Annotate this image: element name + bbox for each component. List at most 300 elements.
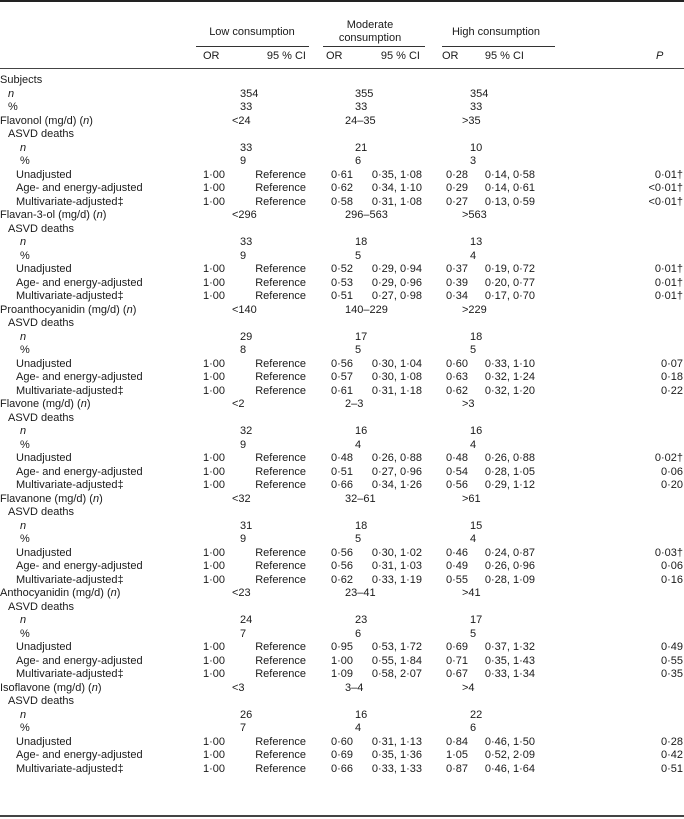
range-high: >563 — [462, 209, 487, 221]
subjects-pct-label: % — [8, 101, 18, 113]
section-name: Flavonol (mg/d) — [0, 114, 80, 127]
col-ci-moderate: 95 % CI — [380, 50, 420, 62]
n-symbol: n — [91, 681, 98, 694]
age-label: Age- and energy-adjusted — [16, 276, 143, 289]
ci-moderate: 0·35, 1·08 — [371, 168, 422, 181]
section-name: Flavan-3-ol (mg/d) — [0, 209, 93, 221]
or-high: 0·49 — [446, 560, 469, 572]
deaths-pct-row — [0, 344, 684, 358]
header-low-consumption: Low consumption — [209, 26, 295, 38]
ci-high: 0·52, 2·09 — [484, 749, 535, 761]
or-moderate: 0·61 — [331, 168, 354, 181]
ci-low: Reference — [255, 182, 306, 194]
range-low: <3 — [232, 681, 245, 694]
asvd-deaths-row — [0, 317, 684, 331]
deaths-pct-low: 8 — [240, 344, 247, 356]
or-low: 1·00 — [203, 735, 226, 748]
deaths-n-label: n — [20, 614, 27, 626]
p-value: 0·06 — [660, 560, 683, 572]
or-high: 0·67 — [446, 668, 469, 680]
ci-low: Reference — [255, 735, 306, 748]
n-symbol: n — [126, 303, 133, 316]
unadj-row — [0, 169, 684, 183]
ci-high: 0·32, 1·24 — [484, 371, 535, 383]
age-row — [0, 560, 684, 574]
deaths-n-moderate: 18 — [355, 236, 368, 248]
deaths-n-high: 17 — [470, 614, 483, 626]
p-value: 0·18 — [660, 371, 683, 383]
asvd-deaths-row — [0, 412, 684, 426]
ci-moderate: 0·35, 1·36 — [371, 749, 422, 761]
section-title-row — [0, 587, 684, 601]
ci-moderate: 0·29, 0·94 — [371, 263, 422, 275]
ci-high: 0·28, 1·05 — [484, 465, 535, 478]
unadj-row — [0, 358, 684, 372]
ci-low: Reference — [255, 168, 306, 181]
range-moderate: 3–4 — [345, 681, 364, 694]
deaths-pct-row — [0, 533, 684, 547]
or-moderate: 0·56 — [331, 357, 354, 370]
deaths-pct-low: 7 — [240, 722, 247, 734]
or-high: 0·71 — [446, 654, 469, 667]
n-symbol: n — [92, 492, 100, 505]
deaths-pct-row — [0, 722, 684, 736]
section-title: Anthocyanidin (mg/d) (n) — [0, 587, 121, 599]
p-value: 0·28 — [660, 735, 683, 748]
ci-high: 0·24, 0·87 — [484, 546, 535, 559]
or-high: 0·60 — [446, 357, 469, 370]
asvd-deaths-label: ASVD deaths — [8, 128, 75, 140]
range-low: <140 — [232, 303, 257, 316]
ci-low: Reference — [255, 263, 306, 275]
or-high: 0·48 — [446, 452, 469, 464]
or-high: 0·46 — [446, 546, 469, 559]
deaths-pct-label: % — [20, 155, 30, 167]
section-name: Anthocyanidin (mg/d) — [0, 587, 107, 599]
deaths-pct-row — [0, 250, 684, 264]
or-low: 1·00 — [203, 182, 226, 194]
multi-label: Multivariate-adjusted‡ — [16, 668, 124, 680]
deaths-n-label: n — [20, 330, 27, 343]
deaths-n-label: n — [20, 708, 27, 721]
bottom-rule — [0, 815, 684, 817]
unadj-row — [0, 736, 684, 750]
deaths-pct-low: 9 — [240, 438, 247, 451]
deaths-pct-moderate: 6 — [355, 155, 362, 167]
age-label: Age- and energy-adjusted — [16, 465, 143, 478]
deaths-pct-moderate: 4 — [355, 722, 362, 734]
ci-low: Reference — [255, 276, 306, 289]
deaths-n-row — [0, 520, 684, 534]
range-moderate: 32–61 — [345, 492, 376, 505]
p-value: 0·03† — [654, 546, 683, 559]
multi-label: Multivariate-adjusted‡ — [16, 573, 124, 586]
deaths-pct-moderate: 5 — [355, 249, 362, 262]
deaths-pct-high: 3 — [470, 155, 477, 167]
ci-low: Reference — [255, 371, 306, 383]
or-high: 0·27 — [446, 195, 469, 208]
p-value: 0·16 — [660, 573, 683, 586]
deaths-pct-high: 5 — [470, 627, 477, 640]
p-value: 0·01† — [654, 276, 683, 289]
deaths-n-moderate: 23 — [355, 614, 368, 626]
or-low: 1·00 — [203, 465, 226, 478]
subjects-label: Subjects — [0, 74, 43, 86]
or-moderate: 0·58 — [331, 195, 354, 208]
p-value: 0·22 — [660, 384, 683, 397]
col-or-moderate: OR — [326, 50, 343, 62]
or-moderate: 0·51 — [331, 290, 354, 302]
or-low: 1·00 — [203, 546, 226, 559]
header-moderate-line2: consumption — [338, 32, 402, 44]
ci-low: Reference — [255, 668, 306, 680]
or-high: 0·34 — [446, 290, 469, 302]
or-high: 0·87 — [446, 762, 469, 775]
ci-high: 0·13, 0·59 — [484, 195, 535, 208]
asvd-deaths-row — [0, 695, 684, 709]
asvd-deaths-label: ASVD deaths — [8, 222, 75, 235]
or-low: 1·00 — [203, 668, 226, 680]
or-low: 1·00 — [203, 749, 226, 761]
ci-low: Reference — [255, 465, 306, 478]
age-label: Age- and energy-adjusted — [16, 749, 143, 761]
or-low: 1·00 — [203, 452, 226, 464]
unadj-label: Unadjusted — [16, 452, 72, 464]
deaths-n-high: 15 — [470, 519, 483, 532]
ci-low: Reference — [255, 290, 306, 302]
age-row — [0, 371, 684, 385]
subjects-pct-high: 33 — [470, 101, 483, 113]
unadj-label: Unadjusted — [16, 735, 72, 748]
ci-high: 0·32, 1·20 — [484, 384, 535, 397]
or-low: 1·00 — [203, 573, 226, 586]
or-moderate: 0·95 — [331, 641, 354, 653]
range-low: <23 — [232, 587, 251, 599]
range-low: <2 — [232, 398, 245, 410]
or-low: 1·00 — [203, 290, 226, 302]
age-row — [0, 655, 684, 669]
deaths-pct-label: % — [20, 533, 30, 545]
or-moderate: 1·00 — [331, 654, 354, 667]
unadj-label: Unadjusted — [16, 263, 72, 275]
unadj-row — [0, 641, 684, 655]
deaths-n-row — [0, 236, 684, 250]
multi-row — [0, 196, 684, 210]
p-value: 0·01† — [654, 263, 683, 275]
asvd-deaths-label: ASVD deaths — [8, 411, 75, 424]
or-low: 1·00 — [203, 371, 226, 383]
section-name: Isoflavone (mg/d) — [0, 681, 89, 694]
unadj-label: Unadjusted — [16, 168, 72, 181]
p-value: 0·51 — [660, 762, 683, 775]
ci-high: 0·46, 1·50 — [484, 735, 535, 748]
ci-moderate: 0·30, 1·08 — [371, 371, 422, 383]
ci-moderate: 0·58, 2·07 — [371, 668, 422, 680]
deaths-pct-label: % — [20, 627, 30, 640]
p-value: 0·35 — [660, 668, 683, 680]
ci-low: Reference — [255, 560, 306, 572]
ci-moderate: 0·27, 0·98 — [371, 290, 422, 302]
or-moderate: 0·57 — [331, 371, 354, 383]
section-title: Flavone (mg/d) (n) — [0, 398, 91, 410]
n-symbol: n — [83, 114, 90, 127]
ci-high: 0·46, 1·64 — [484, 762, 535, 775]
or-low: 1·00 — [203, 357, 226, 370]
multi-row — [0, 668, 684, 682]
header-rule — [0, 68, 684, 69]
col-or-low: OR — [203, 50, 220, 62]
deaths-pct-moderate: 4 — [355, 438, 362, 451]
ci-high: 0·29, 1·12 — [484, 479, 535, 491]
deaths-n-moderate: 21 — [355, 141, 368, 154]
deaths-n-label: n — [20, 141, 27, 154]
deaths-pct-high: 4 — [470, 438, 477, 451]
or-high: 0·69 — [446, 641, 469, 653]
deaths-pct-label: % — [20, 438, 30, 451]
range-high: >35 — [462, 114, 481, 127]
or-high: 0·28 — [446, 168, 469, 181]
deaths-n-row — [0, 614, 684, 628]
or-high: 0·37 — [446, 263, 469, 275]
section-title-row — [0, 209, 684, 223]
section-title-row — [0, 682, 684, 696]
or-moderate: 0·51 — [331, 465, 354, 478]
subjects-pct-low: 33 — [240, 101, 253, 113]
asvd-deaths-label: ASVD deaths — [8, 506, 75, 518]
spanner-rule-moderate — [323, 46, 425, 47]
or-moderate: 0·62 — [331, 573, 354, 586]
range-high: >229 — [462, 303, 487, 316]
deaths-n-high: 18 — [470, 330, 483, 343]
deaths-pct-low: 9 — [240, 249, 247, 262]
deaths-n-low: 33 — [240, 236, 253, 248]
deaths-n-moderate: 16 — [355, 425, 368, 437]
range-moderate: 24–35 — [345, 114, 376, 127]
deaths-n-low: 33 — [240, 141, 253, 154]
multi-label: Multivariate-adjusted‡ — [16, 762, 124, 775]
ci-high: 0·35, 1·43 — [484, 654, 535, 667]
section-title-row — [0, 115, 684, 129]
or-high: 0·63 — [446, 371, 469, 383]
range-moderate: 140–229 — [345, 303, 388, 316]
ci-low: Reference — [255, 384, 306, 397]
deaths-pct-row — [0, 628, 684, 642]
age-label: Age- and energy-adjusted — [16, 654, 143, 667]
multi-row — [0, 479, 684, 493]
range-low: <24 — [232, 114, 251, 127]
asvd-deaths-label: ASVD deaths — [8, 695, 75, 707]
header-moderate-consumption — [315, 19, 425, 45]
deaths-n-label: n — [20, 236, 27, 248]
deaths-n-high: 10 — [470, 141, 483, 154]
subjects-n-high: 354 — [470, 87, 489, 100]
or-high: 0·62 — [446, 384, 469, 397]
top-rule — [0, 0, 684, 2]
deaths-n-high: 16 — [470, 425, 483, 437]
range-moderate: 2–3 — [345, 398, 364, 410]
or-moderate: 0·56 — [331, 560, 354, 572]
ci-moderate: 0·30, 1·04 — [371, 357, 422, 370]
col-ci-low: 95 % CI — [266, 50, 306, 62]
p-value: 0·20 — [660, 479, 683, 491]
p-value: 0·42 — [660, 749, 683, 761]
unadj-label: Unadjusted — [16, 641, 72, 653]
ci-high: 0·17, 0·70 — [484, 290, 535, 302]
subjects-n-moderate: 355 — [355, 87, 374, 100]
asvd-deaths-label: ASVD deaths — [8, 600, 75, 613]
ci-moderate: 0·53, 1·72 — [371, 641, 422, 653]
range-high: >61 — [462, 492, 481, 505]
ci-moderate: 0·33, 1·19 — [371, 573, 422, 586]
unadj-label: Unadjusted — [16, 357, 72, 370]
section-title-row — [0, 493, 684, 507]
ci-moderate: 0·26, 0·88 — [371, 452, 422, 464]
deaths-n-row — [0, 142, 684, 156]
ci-moderate: 0·31, 1·13 — [371, 735, 422, 748]
deaths-pct-low: 7 — [240, 627, 247, 640]
or-low: 1·00 — [203, 276, 226, 289]
p-value: 0·55 — [660, 654, 683, 667]
deaths-n-row — [0, 709, 684, 723]
subjects-pct-moderate: 33 — [355, 101, 368, 113]
unadj-label: Unadjusted — [16, 546, 72, 559]
ci-moderate: 0·27, 0·96 — [371, 465, 422, 478]
multi-row — [0, 290, 684, 304]
deaths-pct-high: 4 — [470, 249, 477, 262]
p-value: 0·06 — [660, 465, 683, 478]
deaths-pct-low: 9 — [240, 155, 247, 167]
subjects-n-low: 354 — [240, 87, 259, 100]
or-high: 1·05 — [446, 749, 469, 761]
ci-moderate: 0·29, 0·96 — [371, 276, 422, 289]
deaths-pct-moderate: 5 — [355, 533, 362, 545]
deaths-pct-label: % — [20, 249, 30, 262]
multi-row — [0, 385, 684, 399]
age-row — [0, 749, 684, 763]
or-moderate: 0·60 — [331, 735, 354, 748]
deaths-pct-high: 5 — [470, 344, 477, 356]
or-moderate: 0·52 — [331, 263, 354, 275]
or-low: 1·00 — [203, 762, 226, 775]
unadj-row — [0, 263, 684, 277]
deaths-n-moderate: 18 — [355, 519, 368, 532]
asvd-deaths-row — [0, 128, 684, 142]
p-value: <0·01† — [648, 182, 683, 194]
p-value: 0·49 — [660, 641, 683, 653]
or-low: 1·00 — [203, 560, 226, 572]
ci-low: Reference — [255, 357, 306, 370]
ci-low: Reference — [255, 479, 306, 491]
deaths-n-label: n — [20, 425, 27, 437]
asvd-deaths-row — [0, 601, 684, 615]
or-high: 0·55 — [446, 573, 469, 586]
range-low: <296 — [232, 209, 257, 221]
deaths-pct-low: 9 — [240, 533, 247, 545]
ci-low: Reference — [255, 195, 306, 208]
n-symbol: n — [96, 209, 103, 221]
ci-high: 0·26, 0·88 — [484, 452, 535, 464]
ci-moderate: 0·55, 1·84 — [371, 654, 422, 667]
section-name: Flavone (mg/d) — [0, 398, 78, 410]
or-moderate: 0·62 — [331, 182, 354, 194]
deaths-n-low: 32 — [240, 425, 253, 437]
range-high: >41 — [462, 587, 481, 599]
or-low: 1·00 — [203, 641, 226, 653]
deaths-n-moderate: 16 — [355, 708, 368, 721]
or-high: 0·39 — [446, 276, 469, 289]
section-title: Flavanone (mg/d) (n) — [0, 492, 103, 505]
ci-moderate: 0·31, 1·03 — [371, 560, 422, 572]
range-high: >4 — [462, 681, 475, 694]
or-low: 1·00 — [203, 263, 226, 275]
or-moderate: 0·66 — [331, 762, 354, 775]
ci-low: Reference — [255, 749, 306, 761]
age-row — [0, 277, 684, 291]
multi-label: Multivariate-adjusted‡ — [16, 384, 124, 397]
deaths-pct-high: 6 — [470, 722, 477, 734]
multi-label: Multivariate-adjusted‡ — [16, 195, 124, 208]
or-high: 0·54 — [446, 465, 469, 478]
or-moderate: 1·09 — [331, 668, 354, 680]
section-title: Flavonol (mg/d) (n) — [0, 114, 93, 127]
ci-low: Reference — [255, 641, 306, 653]
ci-low: Reference — [255, 546, 306, 559]
section-title: Isoflavone (mg/d) (n) — [0, 681, 102, 694]
or-high: 0·29 — [446, 182, 469, 194]
unadj-row — [0, 547, 684, 561]
ci-high: 0·33, 1·10 — [484, 357, 535, 370]
deaths-n-low: 31 — [240, 519, 253, 532]
header-moderate-line1: Moderate — [346, 19, 394, 31]
or-high: 0·84 — [446, 735, 469, 748]
or-moderate: 0·69 — [331, 749, 354, 761]
deaths-n-label: n — [20, 519, 27, 532]
deaths-n-row — [0, 331, 684, 345]
deaths-n-high: 13 — [470, 236, 483, 248]
deaths-pct-moderate: 6 — [355, 627, 362, 640]
age-label: Age- and energy-adjusted — [16, 182, 143, 194]
deaths-n-high: 22 — [470, 708, 483, 721]
multi-label: Multivariate-adjusted‡ — [16, 479, 124, 491]
age-label: Age- and energy-adjusted — [16, 371, 143, 383]
deaths-pct-label: % — [20, 722, 30, 734]
section-name: Proanthocyanidin (mg/d) — [0, 303, 123, 316]
p-value: 0·02† — [654, 452, 683, 464]
section-name: Flavanone (mg/d) — [0, 492, 90, 505]
or-low: 1·00 — [203, 195, 226, 208]
or-moderate: 0·61 — [331, 384, 354, 397]
ci-high: 0·28, 1·09 — [484, 573, 535, 586]
ci-moderate: 0·34, 1·10 — [371, 182, 422, 194]
ci-low: Reference — [255, 573, 306, 586]
n-symbol: n — [80, 398, 87, 410]
age-row — [0, 466, 684, 480]
asvd-deaths-label: ASVD deaths — [8, 317, 75, 329]
ci-moderate: 0·34, 1·26 — [371, 479, 422, 491]
p-value: 0·07 — [660, 357, 683, 370]
range-moderate: 296–563 — [345, 209, 388, 221]
deaths-n-low: 24 — [240, 614, 253, 626]
deaths-pct-label: % — [20, 344, 30, 356]
deaths-n-row — [0, 425, 684, 439]
ci-moderate: 0·31, 1·18 — [371, 384, 422, 397]
range-moderate: 23–41 — [345, 587, 376, 599]
ci-high: 0·20, 0·77 — [484, 276, 535, 289]
ci-low: Reference — [255, 452, 306, 464]
subjects-n-row — [0, 88, 684, 102]
deaths-n-low: 29 — [240, 330, 253, 343]
ci-moderate: 0·30, 1·02 — [371, 546, 422, 559]
